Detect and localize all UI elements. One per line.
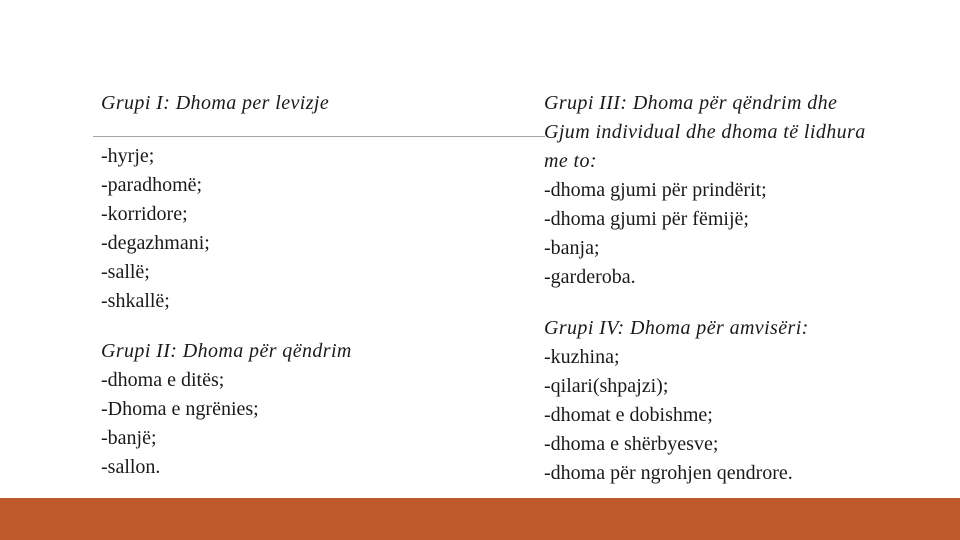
group-2-heading: Grupi II: Dhoma për qëndrim	[101, 340, 352, 362]
list-item: -dhoma gjumi për prindërit;	[544, 179, 767, 201]
group-3-heading-line-1: Grupi III: Dhoma për qëndrim dhe	[544, 92, 838, 114]
left-column	[101, 89, 521, 482]
group-1-heading: Grupi I: Dhoma per levizje	[101, 92, 330, 114]
list-item: -paradhomë;	[101, 174, 203, 196]
list-item: -degazhmani;	[101, 232, 210, 254]
group-1	[101, 89, 521, 316]
group-3-heading-line-3: me to:	[544, 150, 597, 172]
list-item: -hyrje;	[101, 145, 155, 167]
list-item: -dhoma për ngrohjen qendrore.	[544, 462, 793, 484]
list-item: -banja;	[544, 237, 600, 259]
group-4	[544, 314, 944, 488]
list-item: -sallë;	[101, 261, 150, 283]
list-item: -qilari(shpajzi);	[544, 375, 669, 397]
right-column	[544, 89, 944, 488]
list-item: -dhoma gjumi për fëmijë;	[544, 208, 749, 230]
list-item: -dhoma e ditës;	[101, 369, 225, 391]
footer-accent-bar	[0, 498, 960, 540]
list-item: -kuzhina;	[544, 346, 620, 368]
list-item: -garderoba.	[544, 266, 636, 288]
list-item: -dhoma e shërbyesve;	[544, 433, 719, 455]
group-3	[544, 89, 944, 292]
group-2	[101, 337, 521, 482]
list-item: -dhomat e dobishme;	[544, 404, 713, 426]
group-3-heading-line-2: Gjum individual dhe dhoma të lidhura	[544, 121, 866, 143]
list-item: -shkallë;	[101, 290, 170, 312]
group-4-heading: Grupi IV: Dhoma për amvisëri:	[544, 317, 809, 339]
list-item: -Dhoma e ngrënies;	[101, 398, 259, 420]
list-item: -korridore;	[101, 203, 188, 225]
list-item: -banjë;	[101, 427, 157, 449]
list-item: -sallon.	[101, 456, 161, 478]
